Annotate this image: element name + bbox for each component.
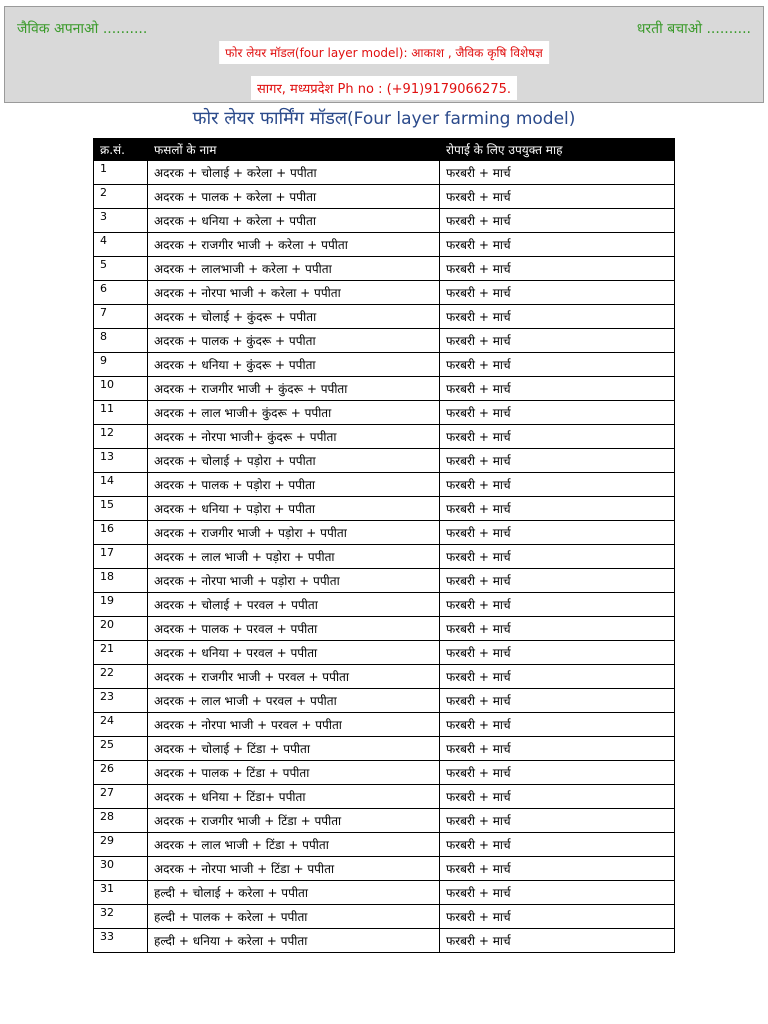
cell-crops: हल्दी + पालक + करेला + पपीता bbox=[148, 905, 440, 929]
cell-serial: 23 bbox=[94, 689, 148, 713]
cell-serial: 21 bbox=[94, 641, 148, 665]
table-row bbox=[94, 785, 675, 809]
cell-month: फरबरी + मार्च bbox=[440, 377, 675, 401]
cell-crops: अदरक + नोरपा भाजी + पड़ोरा + पपीता bbox=[148, 569, 440, 593]
page-title bbox=[0, 106, 768, 130]
cell-serial: 27 bbox=[94, 785, 148, 809]
cell-serial: 13 bbox=[94, 449, 148, 473]
cell-crops: अदरक + नोरपा भाजी + परवल + पपीता bbox=[148, 713, 440, 737]
table-row bbox=[94, 881, 675, 905]
cell-crops: अदरक + राजगीर भाजी + पड़ोरा + पपीता bbox=[148, 521, 440, 545]
cell-serial: 25 bbox=[94, 737, 148, 761]
cell-serial: 17 bbox=[94, 545, 148, 569]
cell-crops: अदरक + धनिया + पड़ोरा + पपीता bbox=[148, 497, 440, 521]
cell-crops: अदरक + चोलाई + परवल + पपीता bbox=[148, 593, 440, 617]
table-row bbox=[94, 185, 675, 209]
cell-serial: 12 bbox=[94, 425, 148, 449]
table-row bbox=[94, 449, 675, 473]
cell-serial: 24 bbox=[94, 713, 148, 737]
cell-crops: अदरक + चोलाई + पड़ोरा + पपीता bbox=[148, 449, 440, 473]
cell-crops: अदरक + राजगीर भाजी + कुंदरू + पपीता bbox=[148, 377, 440, 401]
cell-month: फरबरी + मार्च bbox=[440, 905, 675, 929]
author-credit: फोर लेयर मॉडल(four layer model): आकाश , जैविक कृषि विशेषज्ञ bbox=[219, 41, 549, 64]
cell-serial: 9 bbox=[94, 353, 148, 377]
cell-month: फरबरी + मार्च bbox=[440, 473, 675, 497]
cell-serial: 6 bbox=[94, 281, 148, 305]
cell-serial: 28 bbox=[94, 809, 148, 833]
table-row bbox=[94, 233, 675, 257]
cell-serial: 29 bbox=[94, 833, 148, 857]
cell-crops: अदरक + राजगीर भाजी + परवल + पपीता bbox=[148, 665, 440, 689]
cell-serial: 14 bbox=[94, 473, 148, 497]
table-row bbox=[94, 929, 675, 953]
cell-serial: 7 bbox=[94, 305, 148, 329]
cell-crops: अदरक + राजगीर भाजी + टिंडा + पपीता bbox=[148, 809, 440, 833]
cell-month: फरबरी + मार्च bbox=[440, 305, 675, 329]
cell-crops: अदरक + लाल भाजी + टिंडा + पपीता bbox=[148, 833, 440, 857]
contact-location: सागर, मध्यप्रदेश Ph no : (+91)9179066275. bbox=[251, 76, 517, 100]
cell-serial: 3 bbox=[94, 209, 148, 233]
cell-month: फरबरी + मार्च bbox=[440, 929, 675, 953]
cell-crops: अदरक + धनिया + टिंडा+ पपीता bbox=[148, 785, 440, 809]
cell-month: फरबरी + मार्च bbox=[440, 617, 675, 641]
cell-month: फरबरी + मार्च bbox=[440, 833, 675, 857]
table-row bbox=[94, 353, 675, 377]
cell-crops: अदरक + पालक + कुंदरू + पपीता bbox=[148, 329, 440, 353]
slogan-left: जैविक अपनाओ .......... bbox=[17, 21, 148, 37]
cell-serial: 15 bbox=[94, 497, 148, 521]
table-row bbox=[94, 545, 675, 569]
table-row bbox=[94, 905, 675, 929]
table-row bbox=[94, 737, 675, 761]
cell-serial: 20 bbox=[94, 617, 148, 641]
cell-crops: अदरक + चोलाई + करेला + पपीता bbox=[148, 161, 440, 185]
table-row bbox=[94, 713, 675, 737]
table-row bbox=[94, 329, 675, 353]
cell-crops: अदरक + राजगीर भाजी + करेला + पपीता bbox=[148, 233, 440, 257]
table-row bbox=[94, 161, 675, 185]
table-row bbox=[94, 521, 675, 545]
cell-month: फरबरी + मार्च bbox=[440, 857, 675, 881]
table-header-row bbox=[94, 139, 675, 161]
cell-month: फरबरी + मार्च bbox=[440, 185, 675, 209]
cell-crops: अदरक + पालक + टिंडा + पपीता bbox=[148, 761, 440, 785]
cell-month: फरबरी + मार्च bbox=[440, 785, 675, 809]
cell-serial: 2 bbox=[94, 185, 148, 209]
cell-month: फरबरी + मार्च bbox=[440, 329, 675, 353]
table-row bbox=[94, 617, 675, 641]
cell-crops: अदरक + नोरपा भाजी + टिंडा + पपीता bbox=[148, 857, 440, 881]
cell-month: फरबरी + मार्च bbox=[440, 401, 675, 425]
crop-combination-table bbox=[93, 138, 675, 953]
cell-month: फरबरी + मार्च bbox=[440, 281, 675, 305]
table-row bbox=[94, 665, 675, 689]
cell-serial: 30 bbox=[94, 857, 148, 881]
table-row bbox=[94, 425, 675, 449]
table-row bbox=[94, 593, 675, 617]
title-hindi: फोर लेयर फार्मिंग मॉडल bbox=[192, 108, 348, 129]
cell-month: फरबरी + मार्च bbox=[440, 713, 675, 737]
table-row bbox=[94, 641, 675, 665]
cell-serial: 5 bbox=[94, 257, 148, 281]
table-row bbox=[94, 473, 675, 497]
table-row bbox=[94, 377, 675, 401]
cell-crops: अदरक + लाल भाजी + परवल + पपीता bbox=[148, 689, 440, 713]
cell-month: फरबरी + मार्च bbox=[440, 809, 675, 833]
cell-crops: हल्दी + धनिया + करेला + पपीता bbox=[148, 929, 440, 953]
column-header-month: रोपाई के लिए उपयुक्त माह bbox=[440, 139, 675, 161]
cell-month: फरबरी + मार्च bbox=[440, 353, 675, 377]
cell-serial: 32 bbox=[94, 905, 148, 929]
cell-month: फरबरी + मार्च bbox=[440, 737, 675, 761]
cell-month: फरबरी + मार्च bbox=[440, 497, 675, 521]
table-row bbox=[94, 257, 675, 281]
cell-crops: अदरक + धनिया + कुंदरू + पपीता bbox=[148, 353, 440, 377]
cell-serial: 4 bbox=[94, 233, 148, 257]
cell-crops: अदरक + पालक + परवल + पपीता bbox=[148, 617, 440, 641]
slogan-right: धरती बचाओ .......... bbox=[636, 21, 751, 37]
table-row bbox=[94, 401, 675, 425]
cell-crops: अदरक + लालभाजी + करेला + पपीता bbox=[148, 257, 440, 281]
cell-crops: अदरक + पालक + पड़ोरा + पपीता bbox=[148, 473, 440, 497]
cell-serial: 26 bbox=[94, 761, 148, 785]
cell-crops: अदरक + लाल भाजी+ कुंदरू + पपीता bbox=[148, 401, 440, 425]
cell-month: फरबरी + मार्च bbox=[440, 425, 675, 449]
table-row bbox=[94, 281, 675, 305]
cell-serial: 8 bbox=[94, 329, 148, 353]
cell-crops: अदरक + पालक + करेला + पपीता bbox=[148, 185, 440, 209]
cell-serial: 19 bbox=[94, 593, 148, 617]
cell-month: फरबरी + मार्च bbox=[440, 449, 675, 473]
cell-month: फरबरी + मार्च bbox=[440, 233, 675, 257]
table-row bbox=[94, 833, 675, 857]
table-row bbox=[94, 689, 675, 713]
cell-month: फरबरी + मार्च bbox=[440, 569, 675, 593]
cell-month: फरबरी + मार्च bbox=[440, 257, 675, 281]
table-body bbox=[94, 161, 675, 953]
cell-crops: अदरक + धनिया + करेला + पपीता bbox=[148, 209, 440, 233]
cell-month: फरबरी + मार्च bbox=[440, 545, 675, 569]
header-banner bbox=[4, 6, 764, 103]
cell-serial: 33 bbox=[94, 929, 148, 953]
table-row bbox=[94, 857, 675, 881]
column-header-serial: क्र.सं. bbox=[94, 139, 148, 161]
cell-month: फरबरी + मार्च bbox=[440, 593, 675, 617]
cell-crops: अदरक + चोलाई + टिंडा + पपीता bbox=[148, 737, 440, 761]
cell-crops: अदरक + लाल भाजी + पड़ोरा + पपीता bbox=[148, 545, 440, 569]
cell-month: फरबरी + मार्च bbox=[440, 161, 675, 185]
cell-crops: अदरक + चोलाई + कुंदरू + पपीता bbox=[148, 305, 440, 329]
table-row bbox=[94, 497, 675, 521]
cell-month: फरबरी + मार्च bbox=[440, 521, 675, 545]
cell-serial: 22 bbox=[94, 665, 148, 689]
cell-month: फरबरी + मार्च bbox=[440, 665, 675, 689]
table-row bbox=[94, 761, 675, 785]
cell-serial: 1 bbox=[94, 161, 148, 185]
cell-month: फरबरी + मार्च bbox=[440, 689, 675, 713]
cell-crops: अदरक + धनिया + परवल + पपीता bbox=[148, 641, 440, 665]
cell-serial: 11 bbox=[94, 401, 148, 425]
cell-crops: अदरक + नोरपा भाजी + करेला + पपीता bbox=[148, 281, 440, 305]
table-row bbox=[94, 209, 675, 233]
cell-crops: हल्दी + चोलाई + करेला + पपीता bbox=[148, 881, 440, 905]
cell-month: फरबरी + मार्च bbox=[440, 209, 675, 233]
cell-month: फरबरी + मार्च bbox=[440, 881, 675, 905]
cell-crops: अदरक + नोरपा भाजी+ कुंदरू + पपीता bbox=[148, 425, 440, 449]
table-row bbox=[94, 305, 675, 329]
cell-month: फरबरी + मार्च bbox=[440, 761, 675, 785]
table-row bbox=[94, 809, 675, 833]
column-header-crops: फसलों के नाम bbox=[148, 139, 440, 161]
cell-month: फरबरी + मार्च bbox=[440, 641, 675, 665]
cell-serial: 16 bbox=[94, 521, 148, 545]
title-english: (Four layer farming model) bbox=[347, 109, 576, 129]
cell-serial: 10 bbox=[94, 377, 148, 401]
table-row bbox=[94, 569, 675, 593]
cell-serial: 18 bbox=[94, 569, 148, 593]
cell-serial: 31 bbox=[94, 881, 148, 905]
